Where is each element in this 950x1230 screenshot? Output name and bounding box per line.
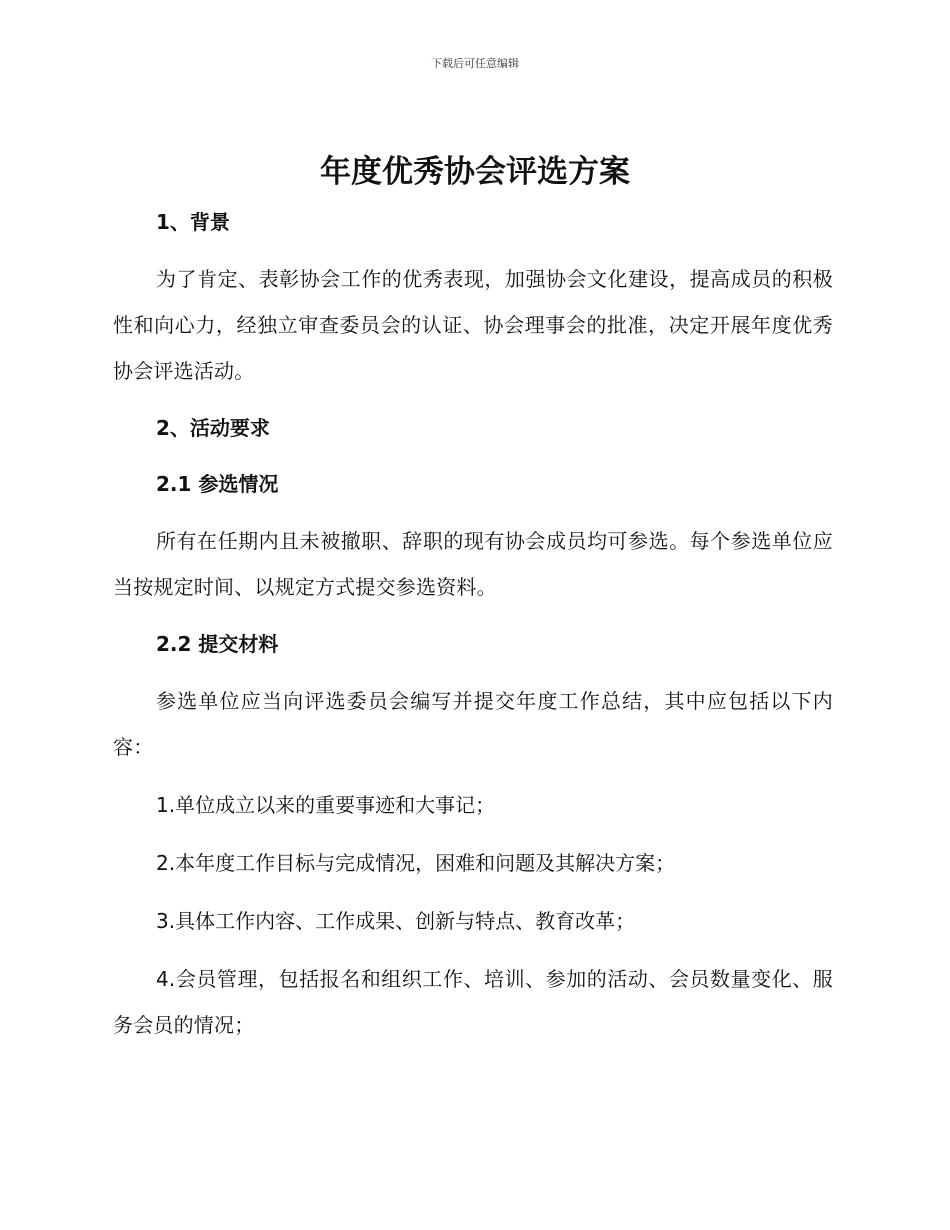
list-item: 2.本年度工作目标与完成情况，困难和问题及其解决方案；: [156, 851, 676, 875]
document-title: 年度优秀协会评选方案: [320, 154, 630, 190]
section-heading-requirements: 2、活动要求: [156, 416, 270, 440]
document-body: [113, 200, 833, 1048]
subsection-heading-participation: 2.1 参选情况: [156, 472, 279, 496]
header-note: 下载后可任意编辑: [431, 57, 519, 70]
list-item: 3.具体工作内容、工作成果、创新与特点、教育改革；: [156, 909, 636, 933]
section-heading-background: 1、背景: [156, 210, 230, 234]
paragraph-materials: 参选单位应当向评选委员会编写并提交年度工作总结，其中应包括以下内容：: [113, 689, 833, 759]
list-item: 1.单位成立以来的重要事迹和大事记；: [156, 793, 496, 817]
list-item: 4.会员管理，包括报名和组织工作、培训、参加的活动、会员数量变化、服务会员的情况；: [113, 967, 833, 1037]
paragraph-participation: 所有在任期内且未被撤职、辞职的现有协会成员均可参选。每个参选单位应当按规定时间、以规定方式提交参选资料。: [113, 529, 833, 599]
paragraph-background: 为了肯定、表彰协会工作的优秀表现，加强协会文化建设，提高成员的积极性和向心力，经独立审查委员会的认证、协会理事会的批准，决定开展年度优秀协会评选活动。: [113, 267, 833, 383]
subsection-heading-materials: 2.2 提交材料: [156, 632, 279, 656]
